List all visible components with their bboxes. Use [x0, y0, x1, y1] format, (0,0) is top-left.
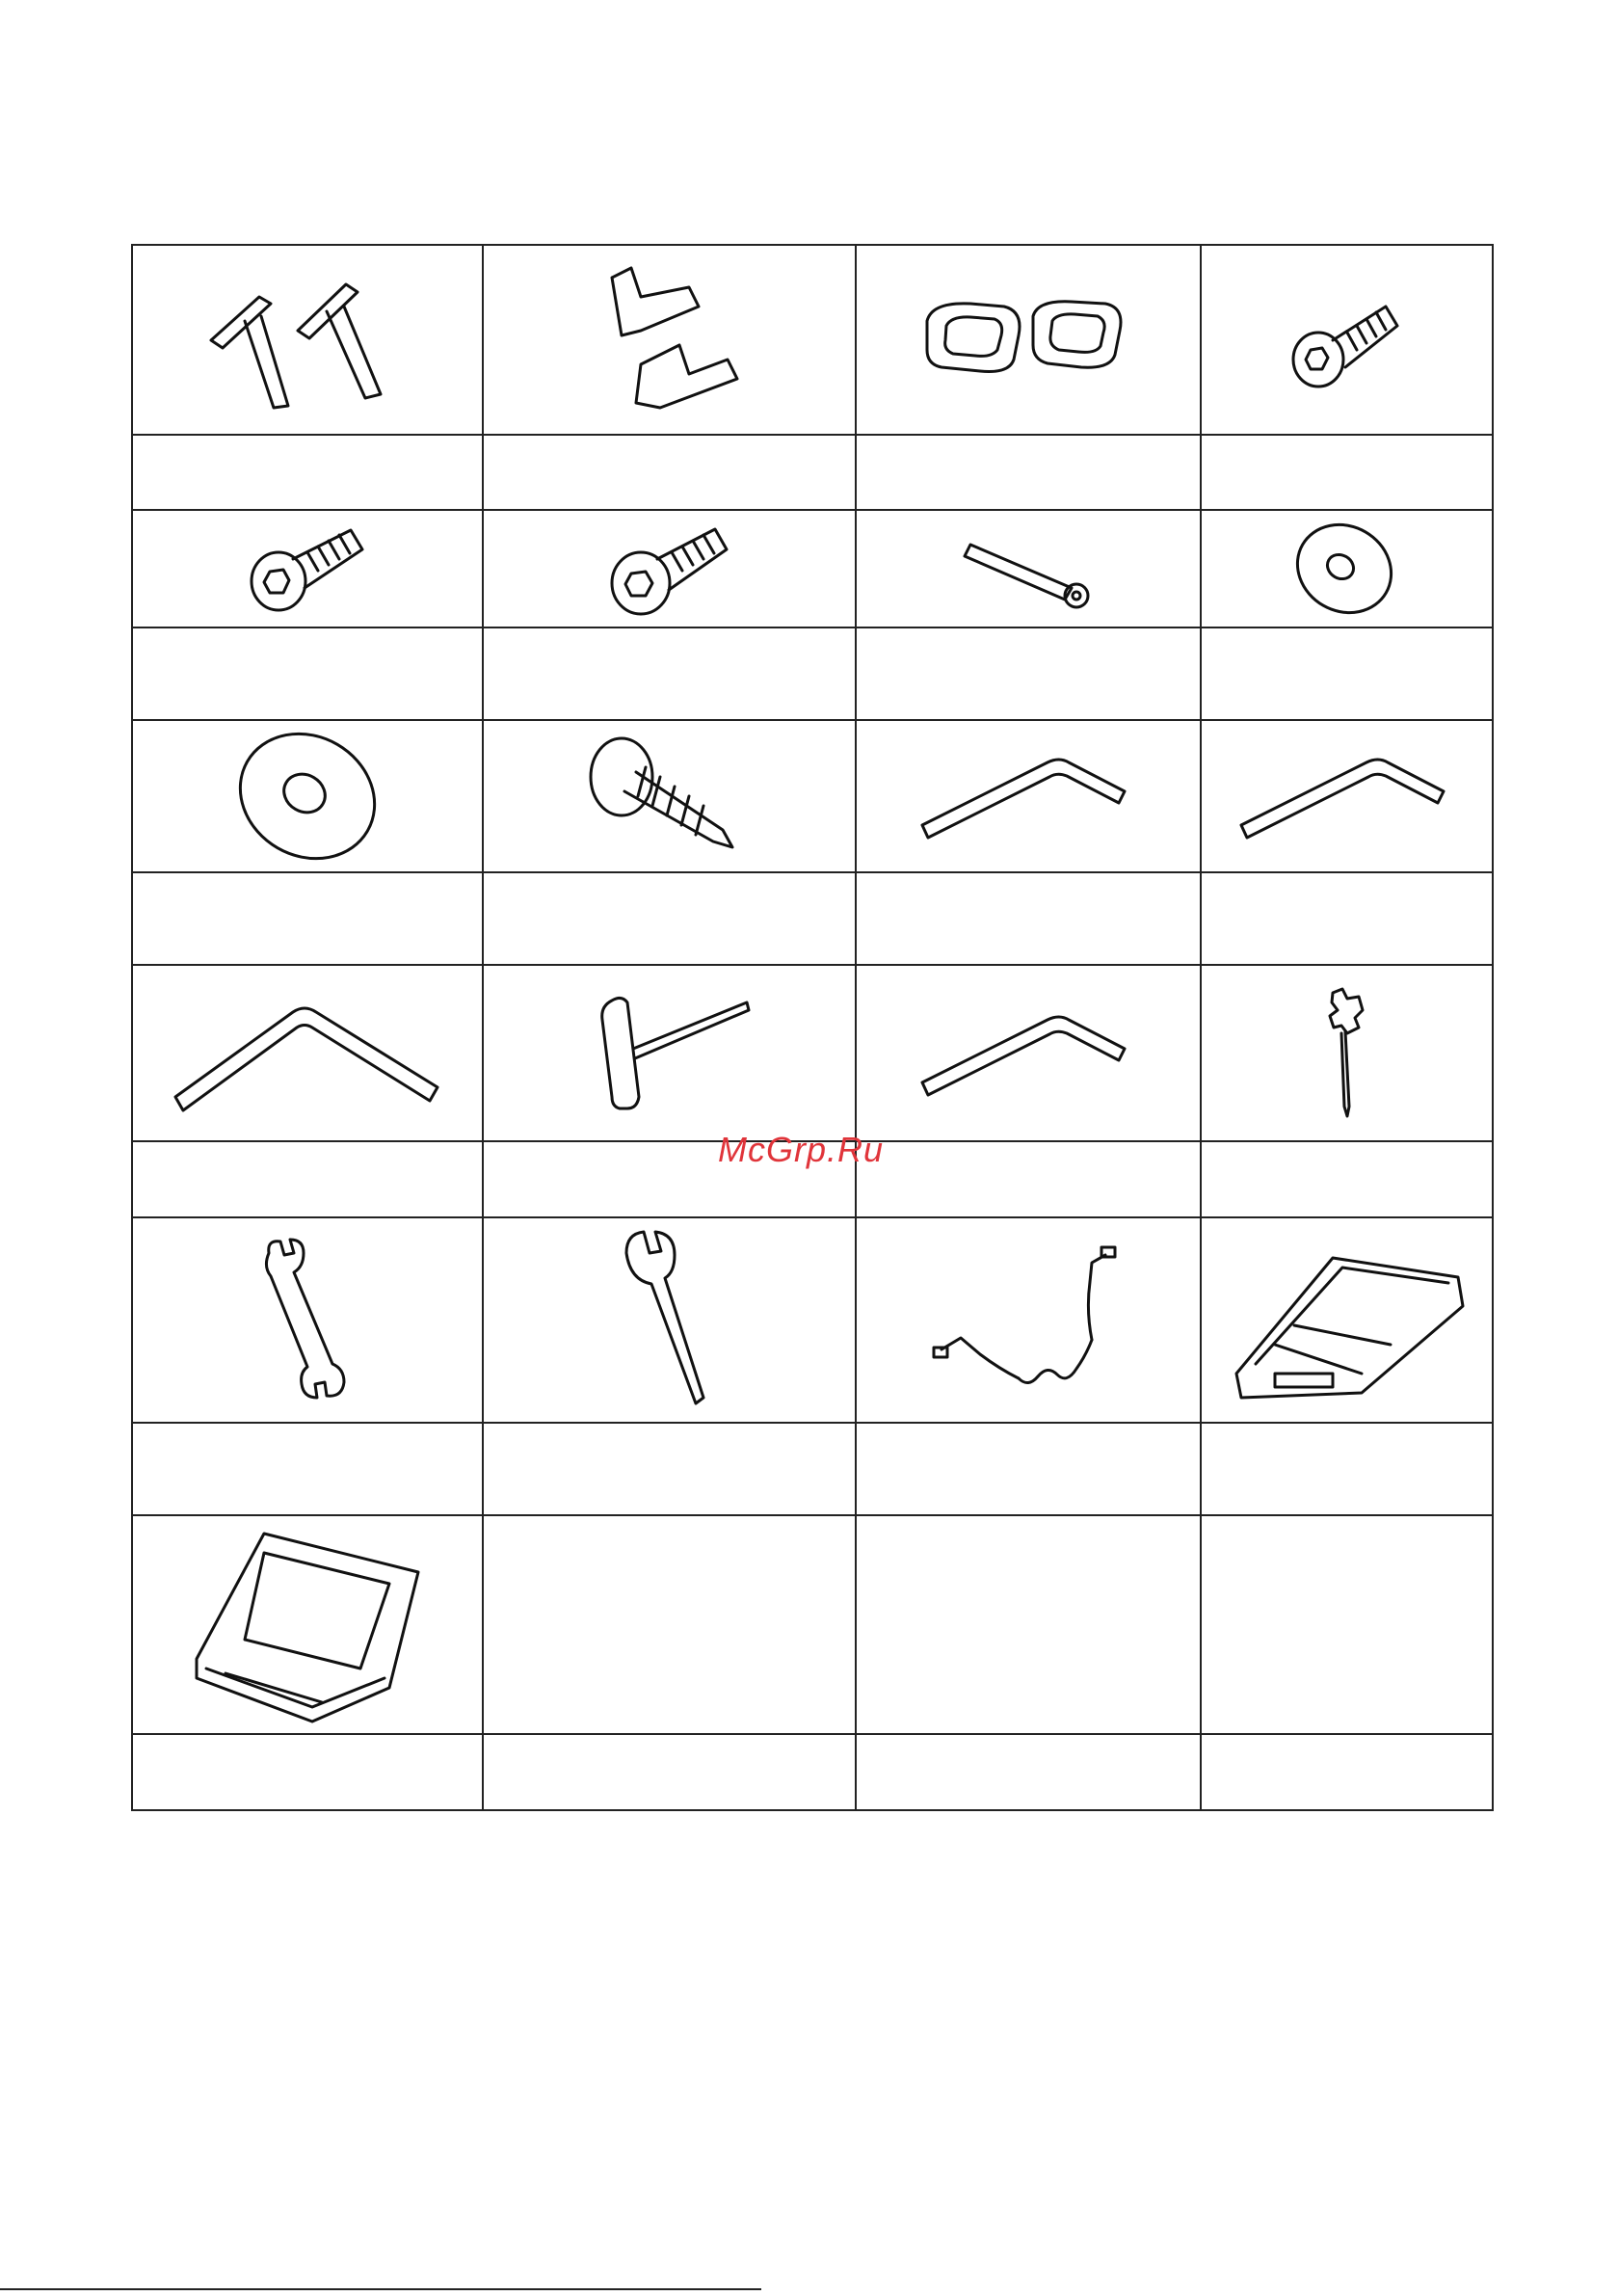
- part-cell: [1201, 245, 1493, 435]
- part-cell: [483, 510, 856, 627]
- part-label: [132, 1734, 483, 1810]
- part-cell: [856, 720, 1201, 872]
- part-cell: [132, 510, 483, 627]
- long-bolt-icon: [932, 521, 1125, 617]
- part-label: [1201, 1423, 1493, 1515]
- part-cell: [856, 510, 1201, 627]
- part-label: [483, 1423, 856, 1515]
- part-cell: [483, 965, 856, 1141]
- part-cell: [856, 1515, 1201, 1734]
- part-cell: [1201, 1217, 1493, 1423]
- upright-posts-icon: [192, 263, 423, 417]
- part-cell: [1201, 965, 1493, 1141]
- part-cell: [483, 1515, 856, 1734]
- part-label: [132, 872, 483, 965]
- part-cell: [856, 965, 1201, 1141]
- part-label: [483, 1734, 856, 1810]
- part-label: [483, 872, 856, 965]
- self-tapping-screw-icon: [578, 724, 761, 868]
- watermark: McGrp.Ru: [718, 1130, 885, 1169]
- frame-brackets-icon: [583, 258, 756, 422]
- large-washer-icon: [225, 724, 389, 868]
- part-cell: [132, 1515, 483, 1734]
- hex-bolt-icon: [235, 516, 380, 622]
- part-cell: [1201, 720, 1493, 872]
- part-label: [132, 627, 483, 720]
- part-label: [856, 435, 1201, 510]
- part-cell: [132, 720, 483, 872]
- part-cell: [132, 245, 483, 435]
- part-cell: [132, 965, 483, 1141]
- part-label: [1201, 1734, 1493, 1810]
- part-label: [483, 627, 856, 720]
- part-label: [1201, 435, 1493, 510]
- hex-bolt-icon: [1280, 282, 1415, 398]
- part-label: [856, 872, 1201, 965]
- part-cell: [483, 720, 856, 872]
- part-label: [856, 1734, 1201, 1810]
- part-cell: [1201, 510, 1493, 627]
- allen-key-icon: [1232, 743, 1463, 849]
- part-cell: [1201, 1515, 1493, 1734]
- part-label: [132, 1141, 483, 1217]
- multi-tool-icon: [1299, 981, 1395, 1126]
- part-cell: [483, 245, 856, 435]
- large-allen-key-icon: [168, 991, 447, 1116]
- part-label: [1201, 627, 1493, 720]
- console-display-icon: [177, 1524, 438, 1726]
- part-label: [856, 1423, 1201, 1515]
- allen-key-icon: [913, 743, 1144, 849]
- part-label: [483, 435, 856, 510]
- double-open-wrench-icon: [250, 1234, 365, 1407]
- part-label: [1201, 1141, 1493, 1217]
- allen-key-icon: [913, 1001, 1144, 1107]
- part-cell: [856, 245, 1201, 435]
- footer-divider: [0, 2288, 761, 2290]
- part-label: [1201, 872, 1493, 965]
- part-cell: [132, 1217, 483, 1423]
- t-handle-wrench-icon: [573, 981, 766, 1126]
- part-cell: [856, 1217, 1201, 1423]
- part-label: [856, 627, 1201, 720]
- part-cell: [483, 1217, 856, 1423]
- part-label: [132, 1423, 483, 1515]
- open-wrench-icon: [607, 1224, 732, 1417]
- end-caps-icon: [913, 282, 1144, 398]
- coiled-cable-icon: [922, 1234, 1134, 1407]
- washer-icon: [1285, 511, 1410, 627]
- parts-table: [131, 244, 1494, 1811]
- hex-bolt-icon: [597, 516, 742, 622]
- part-label: [132, 435, 483, 510]
- console-base-icon: [1217, 1229, 1477, 1412]
- part-label: [856, 1141, 1201, 1217]
